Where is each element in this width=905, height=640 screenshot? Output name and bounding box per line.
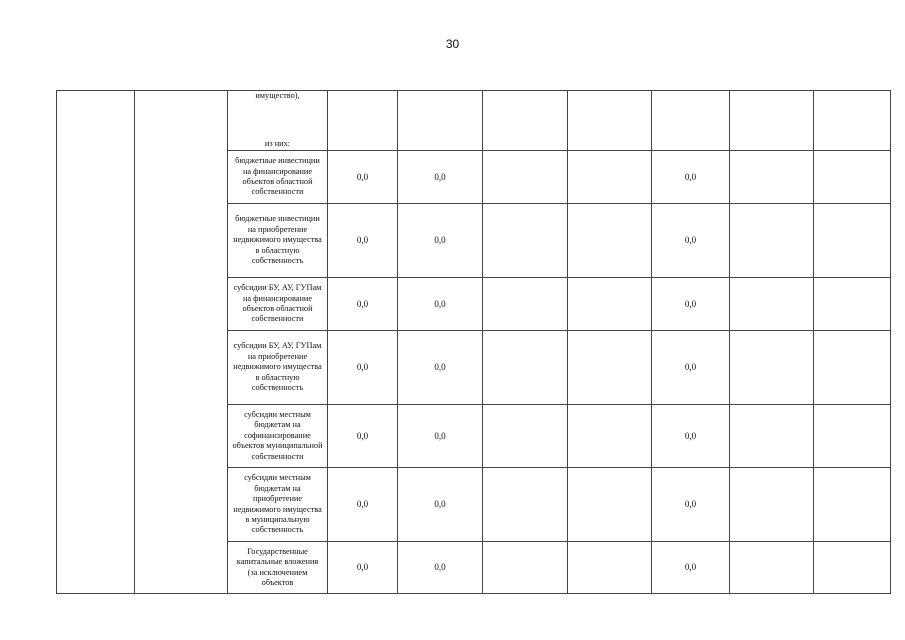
value-cell: 0,0 bbox=[328, 468, 398, 542]
row-label: субсидии местным бюджетам на приобретение недвижимого имущества в муниципальную собственность bbox=[228, 468, 328, 542]
value-cell: 0,0 bbox=[652, 468, 730, 542]
value-cell: 0,0 bbox=[398, 204, 483, 278]
value-cell: 0,0 bbox=[652, 204, 730, 278]
value-cell bbox=[814, 331, 891, 405]
value-cell bbox=[814, 468, 891, 542]
row-label-top: имущество), bbox=[255, 91, 300, 100]
value-cell bbox=[730, 468, 814, 542]
value-cell bbox=[730, 204, 814, 278]
value-cell bbox=[483, 542, 568, 594]
value-cell bbox=[568, 204, 652, 278]
value-cell bbox=[568, 278, 652, 331]
value-cell bbox=[568, 542, 652, 594]
page-number: 30 bbox=[445, 37, 460, 51]
value-cell: 0,0 bbox=[398, 542, 483, 594]
table-row bbox=[57, 91, 891, 151]
value-cell: 0,0 bbox=[398, 151, 483, 204]
value-cell: 0,0 bbox=[328, 542, 398, 594]
value-cell bbox=[568, 331, 652, 405]
value-cell bbox=[730, 331, 814, 405]
value-cell bbox=[568, 405, 652, 468]
value-cell: 0,0 bbox=[398, 331, 483, 405]
row-label: бюджетные инвестиции на приобретение недвижимого имущества в областную собственность bbox=[228, 204, 328, 278]
value-cell: 0,0 bbox=[398, 278, 483, 331]
value-cell bbox=[814, 204, 891, 278]
value-cell: 0,0 bbox=[328, 278, 398, 331]
value-cell bbox=[652, 91, 730, 151]
value-cell: 0,0 bbox=[652, 151, 730, 204]
value-cell: 0,0 bbox=[652, 542, 730, 594]
row-label-bottom: из них: bbox=[264, 138, 291, 148]
value-cell bbox=[568, 91, 652, 151]
value-cell bbox=[814, 151, 891, 204]
row-label: бюджетные инвестиции на финансирование объектов областной собственности bbox=[228, 151, 328, 204]
value-cell bbox=[730, 542, 814, 594]
value-cell: 0,0 bbox=[652, 405, 730, 468]
value-cell bbox=[328, 91, 398, 151]
value-cell: 0,0 bbox=[328, 151, 398, 204]
value-cell bbox=[814, 405, 891, 468]
row-label-cell bbox=[228, 91, 328, 151]
row-label: субсидии местным бюджетам на софинансирование объектов муниципальной собственности bbox=[228, 405, 328, 468]
value-cell bbox=[398, 91, 483, 151]
value-cell: 0,0 bbox=[652, 331, 730, 405]
row-label: Государственные капитальные вложения (за исключением объектов bbox=[228, 542, 328, 594]
value-cell: 0,0 bbox=[652, 278, 730, 331]
value-cell bbox=[730, 278, 814, 331]
value-cell bbox=[730, 151, 814, 204]
value-cell bbox=[814, 91, 891, 151]
value-cell bbox=[568, 151, 652, 204]
merged-cell-col-a bbox=[57, 91, 135, 594]
row-label: субсидии БУ, АУ, ГУПам на приобретение недвижимого имущества в областную собственность bbox=[228, 331, 328, 405]
value-cell: 0,0 bbox=[328, 204, 398, 278]
budget-table bbox=[56, 90, 891, 594]
value-cell bbox=[483, 91, 568, 151]
value-cell bbox=[814, 542, 891, 594]
value-cell bbox=[814, 278, 891, 331]
value-cell: 0,0 bbox=[398, 405, 483, 468]
value-cell bbox=[483, 405, 568, 468]
value-cell bbox=[483, 331, 568, 405]
merged-cell-col-b bbox=[135, 91, 228, 594]
value-cell bbox=[730, 405, 814, 468]
value-cell bbox=[483, 151, 568, 204]
value-cell bbox=[483, 468, 568, 542]
value-cell bbox=[483, 204, 568, 278]
value-cell bbox=[483, 278, 568, 331]
value-cell: 0,0 bbox=[398, 468, 483, 542]
value-cell: 0,0 bbox=[328, 405, 398, 468]
value-cell bbox=[730, 91, 814, 151]
value-cell: 0,0 bbox=[328, 331, 398, 405]
row-label: субсидии БУ, АУ, ГУПам на финансирование объектов областной собственности bbox=[228, 278, 328, 331]
value-cell bbox=[568, 468, 652, 542]
